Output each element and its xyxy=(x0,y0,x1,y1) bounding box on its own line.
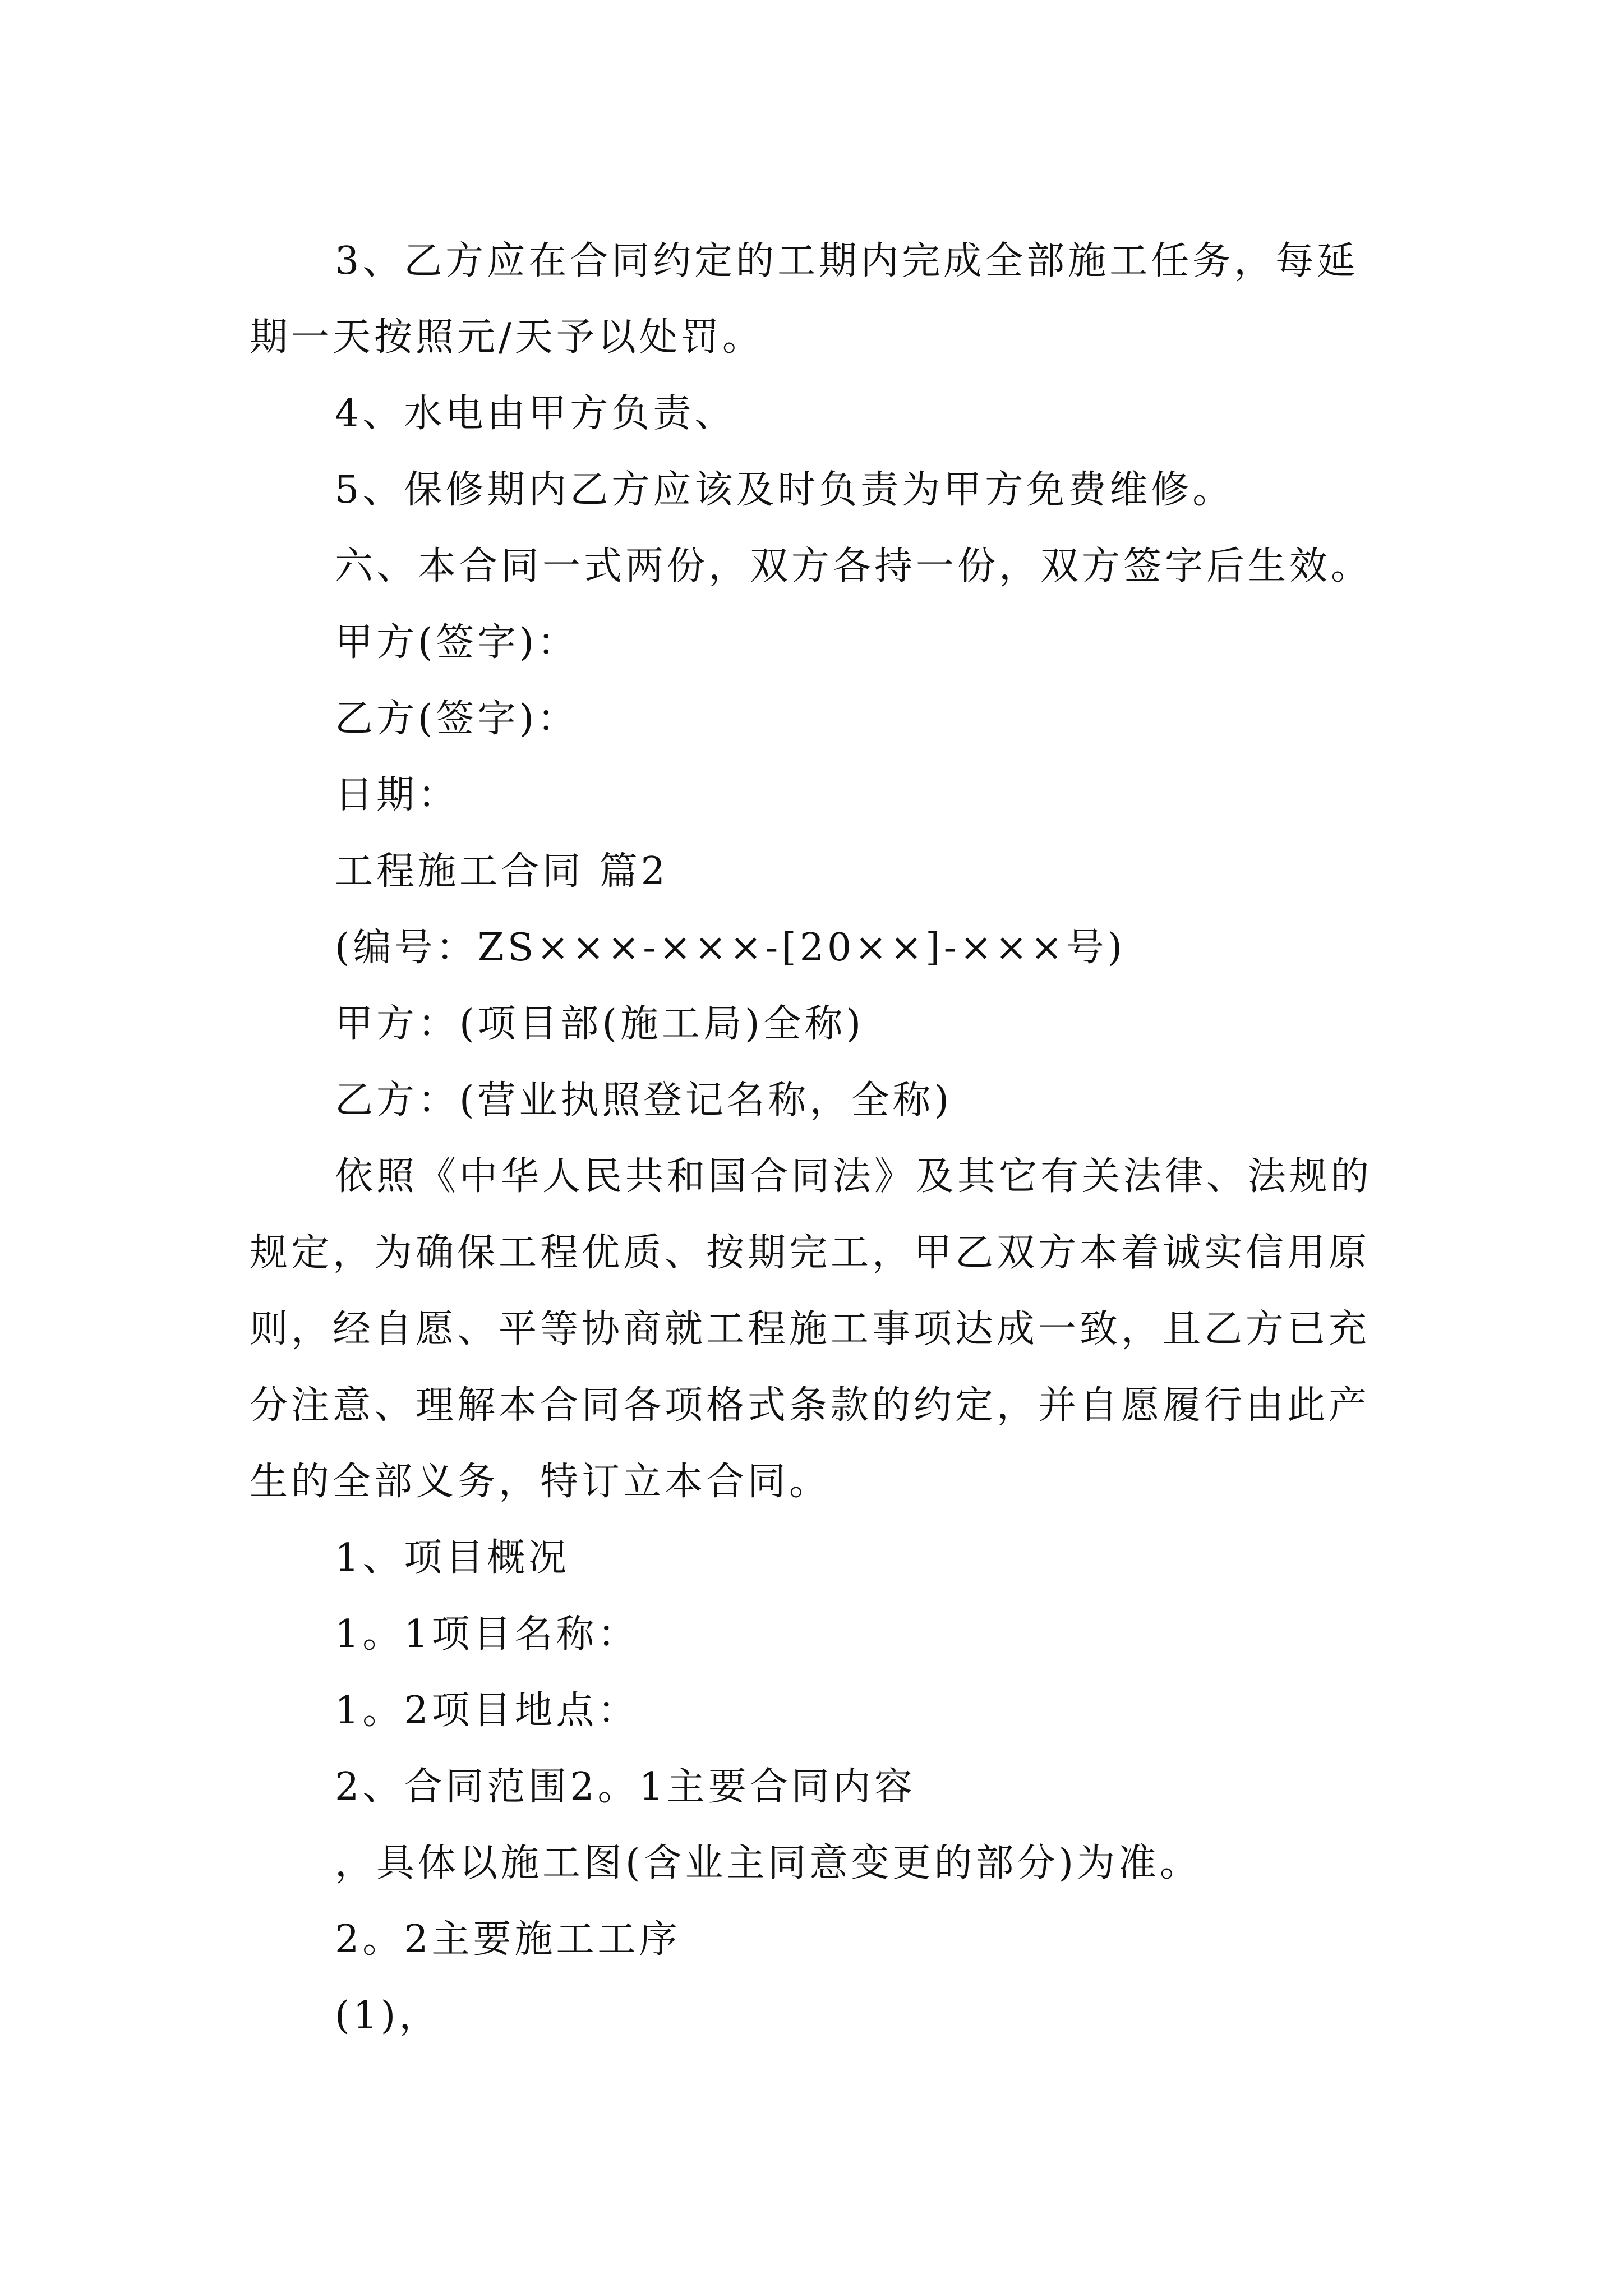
party-b-signature: 乙方(签字)： xyxy=(335,697,579,741)
clause-3-delay-penalty: 3、乙方应在合同约定的工期内完成全部施工任务，每延期一天按照元/天予以处罚。 xyxy=(250,239,1359,360)
party-b-line: 乙方：(营业执照登记名称，全称) xyxy=(335,1078,953,1122)
section-2-heading: 2、合同范围2。1主要合同内容 xyxy=(335,1765,916,1809)
party-a-line: 甲方：(项目部(施工局)全称) xyxy=(335,1002,865,1046)
item-1-2-project-location: 1。2项目地点： xyxy=(335,1688,639,1733)
item-2-2-process: 2。2主要施工工序 xyxy=(335,1917,681,1962)
item-2-2-1: (1)， xyxy=(335,1994,441,2038)
clause-4-utilities: 4、水电由甲方负责、 xyxy=(335,392,736,436)
clause-5-warranty: 5、保修期内乙方应该及时负责为甲方免费维修。 xyxy=(335,468,1234,512)
scope-note: ，具体以施工图(含业主同意变更的部分)为准。 xyxy=(335,1841,1202,1885)
preamble-paragraph: 依照《中华人民共和国合同法》及其它有关法律、法规的规定，为确保工程优质、按期完工，甲乙双方本着诚实信用原则，经自愿、平等协商就工程施工事项达成一致，且乙方已充分注意、理解本合同各项格式条款的约定，并自愿履行由此产生的全部义务，特订立本合同。 xyxy=(250,1154,1373,1504)
document-body xyxy=(250,223,1394,2054)
clause-6-copies: 六、本合同一式两份，双方各持一份，双方签字后生效。 xyxy=(335,544,1373,588)
date-line: 日期： xyxy=(335,773,460,817)
item-1-1-project-name: 1。1项目名称： xyxy=(335,1612,639,1657)
contract-2-title: 工程施工合同 篇2 xyxy=(335,849,668,894)
party-a-signature: 甲方(签字)： xyxy=(335,620,579,665)
section-1-heading: 1、项目概况 xyxy=(335,1536,570,1580)
contract-number: (编号：ZS×××-×××-[20××]-×××号) xyxy=(335,926,1126,970)
